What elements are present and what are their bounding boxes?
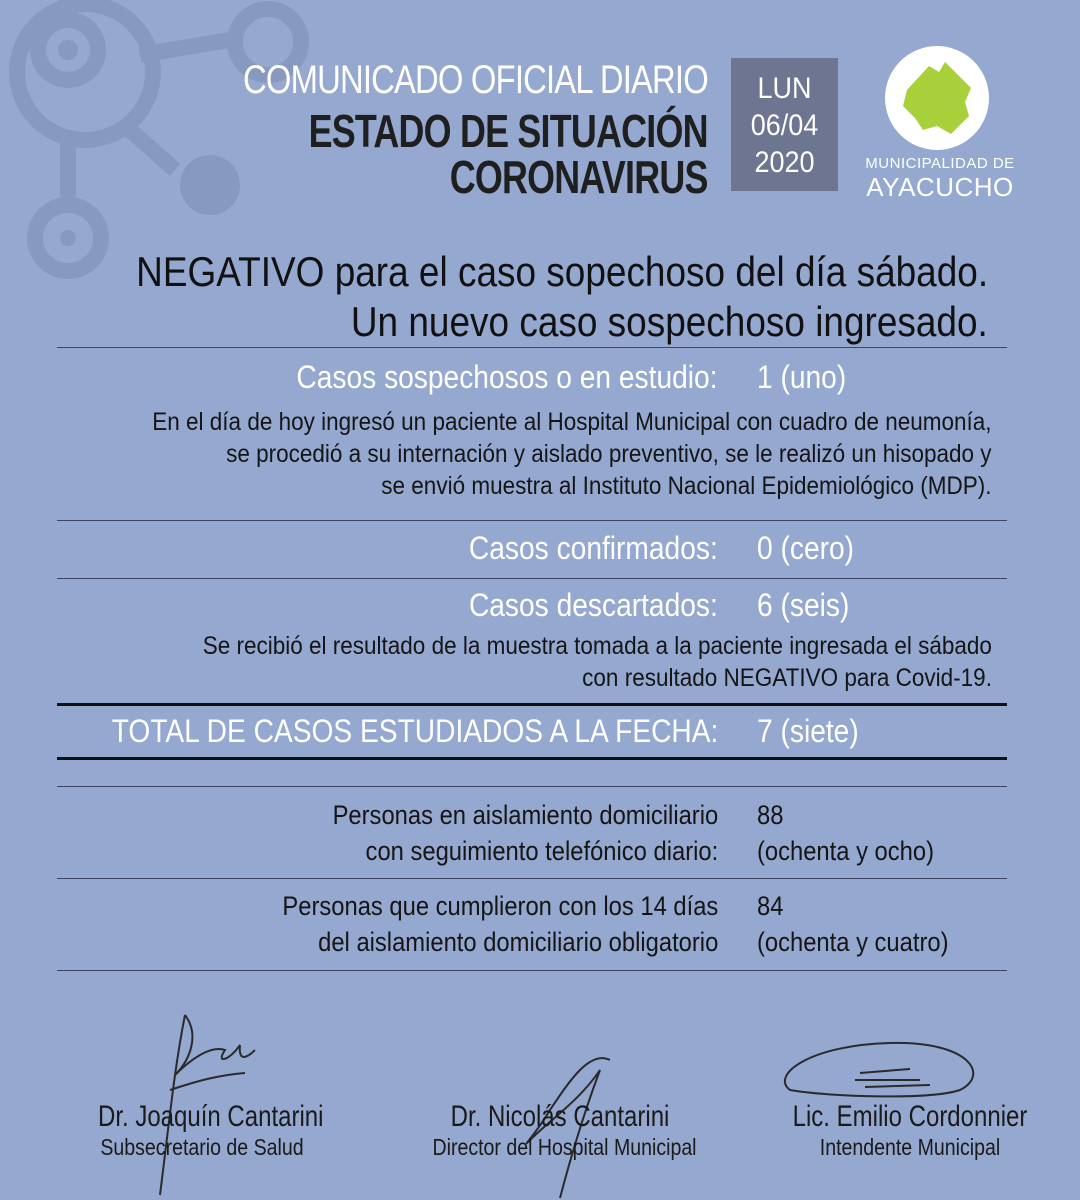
header-title: ESTADO DE SITUACIÓN	[308, 105, 708, 157]
suspected-desc-line: se envió muestra al Instituto Nacional Epidemiológico (MDP).	[381, 472, 992, 500]
signature-block-2	[410, 1100, 710, 1161]
headline-line2: Un nuevo caso sospechoso ingresado.	[351, 298, 988, 345]
municipality-logo	[885, 46, 989, 150]
suspected-label: Casos sospechosos o en estudio:	[296, 359, 718, 395]
isolation-value	[757, 797, 934, 869]
isolation-label-line: con seguimiento telefónico diario:	[365, 836, 718, 866]
date-date: 06/04	[750, 109, 819, 142]
divider	[57, 347, 1007, 348]
divider	[57, 786, 1007, 787]
header-subtitle: COMUNICADO OFICIAL DIARIO	[243, 58, 708, 102]
confirmed-value: 0 (cero)	[757, 530, 855, 566]
date-day: LUN	[757, 72, 812, 105]
isolation-label-line: Personas en aislamiento domiciliario	[332, 800, 718, 830]
discarded-value: 6 (seis)	[757, 587, 850, 623]
signatory-role: Director del Hospital Municipal	[432, 1134, 697, 1160]
completed-label-line: Personas que cumplieron con los 14 días	[282, 891, 718, 921]
divider-thick	[57, 703, 1007, 706]
discarded-desc-line: con resultado NEGATIVO para Covid-19.	[582, 664, 992, 692]
headline-line1: NEGATIVO para el caso sopechoso del día sábado.	[136, 248, 988, 295]
date-year: 2020	[754, 146, 815, 179]
completed-label-line: del aislamiento domiciliario obligatorio	[317, 927, 718, 957]
signatory-role: Intendente Municipal	[819, 1134, 1001, 1160]
isolation-number: 88	[757, 800, 784, 830]
signature-scribble-3	[770, 1035, 985, 1105]
divider	[57, 878, 1007, 879]
completed-number: 84	[757, 891, 784, 921]
divider	[57, 970, 1007, 971]
completed-label	[282, 888, 718, 960]
date-box	[731, 58, 838, 191]
signature-block-3	[760, 1100, 1060, 1161]
signatory-name: Dr. Joaquín Cantarini	[98, 1100, 324, 1133]
completed-words: (ochenta y cuatro)	[757, 927, 949, 957]
header-title-line2: CORONAVIRUS	[450, 151, 708, 203]
divider-thick	[57, 757, 1007, 760]
signatory-name: Dr. Nicolás Cantarini	[450, 1100, 670, 1133]
isolation-label	[332, 797, 718, 869]
suspected-desc-line: En el día de hoy ingresó un paciente al Hospital Municipal con cuadro de neumonía,	[152, 408, 992, 436]
completed-value	[757, 888, 948, 960]
divider	[57, 578, 1007, 579]
suspected-desc-line: se procedió a su internación y aislado preventivo, se le realizó un hisopado y	[226, 440, 992, 468]
divider	[57, 520, 1007, 521]
total-value: 7 (siete)	[757, 713, 859, 749]
signatory-name: Lic. Emilio Cordonnier	[792, 1100, 1028, 1133]
map-icon	[885, 46, 989, 150]
discarded-desc-line: Se recibió el resultado de la muestra tomada a la paciente ingresada el sábado	[202, 632, 992, 660]
logo-text-top: MUNICIPALIDAD DE	[865, 155, 1015, 172]
signatory-role: Subsecretario de Salud	[100, 1134, 304, 1160]
logo-text-bottom: AYACUCHO	[866, 172, 1014, 202]
isolation-words: (ochenta y ocho)	[757, 836, 934, 866]
signature-block-1	[72, 1100, 332, 1161]
suspected-value: 1 (uno)	[757, 359, 847, 395]
suspected-description	[153, 406, 992, 502]
discarded-description	[203, 630, 992, 694]
total-label: TOTAL DE CASOS ESTUDIADOS A LA FECHA:	[111, 713, 718, 749]
discarded-label: Casos descartados:	[469, 587, 718, 623]
confirmed-label: Casos confirmados:	[469, 530, 718, 566]
